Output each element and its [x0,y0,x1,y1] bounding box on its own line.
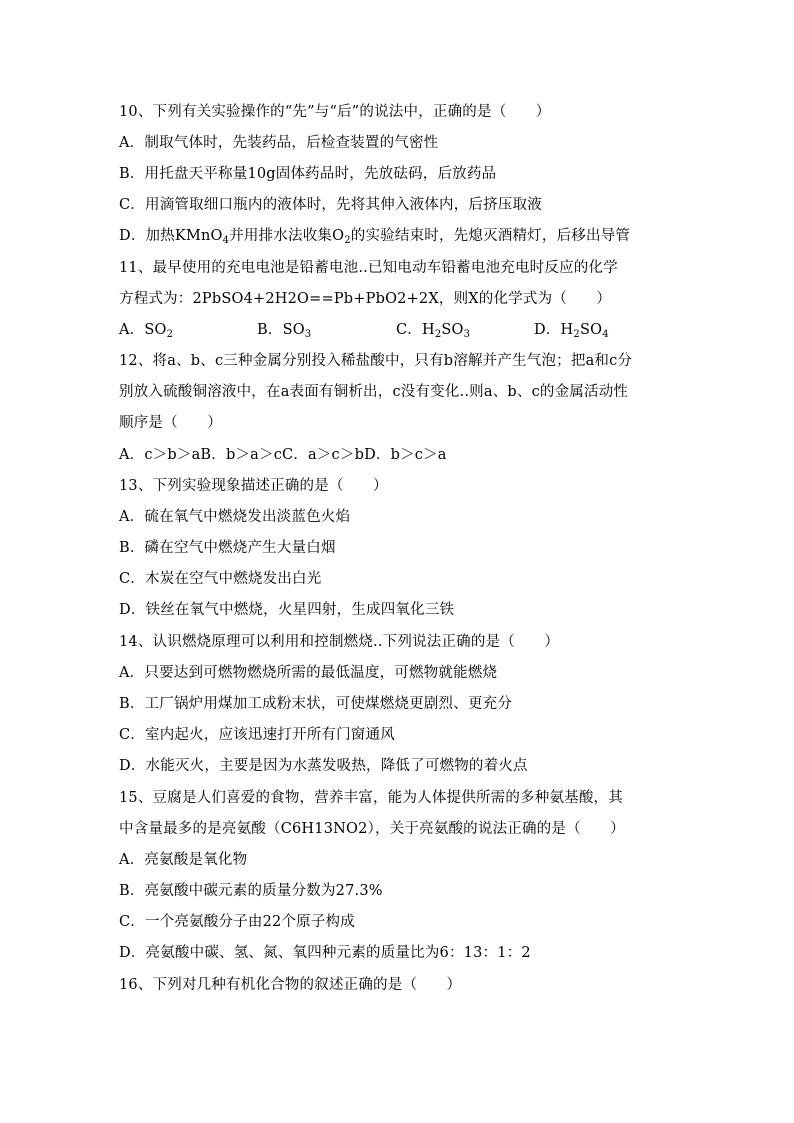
question-15-option-c: C．一个亮氨酸分子由22个原子构成 [119,914,355,930]
question-15-option-a: A．亮氨酸是氧化物 [119,852,248,868]
question-14-option-c: C．室内起火，应该迅速打开所有门窗通风 [119,727,395,743]
question-11-stem-line-2: 方程式为：2PbSO4+2H2O==Pb+PbO2+2X，则X的化学式为（ ） [119,291,612,307]
question-13-option-c: C．木炭在空气中燃烧发出白光 [119,571,322,587]
question-10-stem: 10、下列有关实验操作的“先”与“后”的说法中，正确的是（ ） [119,104,551,120]
question-11-option-b: B．$SO_3$ [257,322,312,340]
question-12-stem-line-2: 别放入硫酸铜溶液中，在a表面有铜析出，c没有变化..则a、b、c的金属活动性 [119,384,629,400]
question-13-stem: 13、下列实验现象描述正确的是（ ） [119,478,388,494]
question-11-option-a: A．$SO_2$ [119,322,174,340]
question-10-option-c: C．用滴管取细口瓶内的液体时，先将其伸入液体内，后挤压取液 [119,197,542,213]
question-14-option-b: B．工厂锅炉用煤加工成粉末状，可使煤燃烧更剧烈、更充分 [119,696,513,712]
question-15-stem-line-1: 15、豆腐是人们喜爱的食物，营养丰富，能为人体提供所需的多种氨基酸，其 [119,790,623,806]
question-12-options: A．c＞b＞aB．b＞a＞cC．a＞c＞bD．b＞c＞a [119,447,447,463]
question-15-option-d: D．亮氨酸中碳、氢、氮、氧四种元素的质量比为6：13：1：2 [119,945,531,961]
question-11-stem-line-1: 11、最早使用的充电电池是铅蓄电池..已知电动车铅蓄电池充电时反应的化学 [119,260,618,276]
question-15-stem-line-2: 中含量最多的是亮氨酸（C6H13NO2），关于亮氨酸的说法正确的是（ ） [119,821,625,837]
question-14-option-d: D．水能灭火，主要是因为水蒸发吸热，降低了可燃物的着火点 [119,758,528,774]
question-13-option-a: A．硫在氧气中燃烧发出淡蓝色火焰 [119,509,351,525]
question-11-options [119,320,679,340]
question-14-stem: 14、认识燃烧原理可以利用和控制燃烧..下列说法正确的是（ ） [119,634,560,650]
question-10-option-a: A．制取气体时，先装药品，后检查装置的气密性 [119,135,439,151]
question-12-stem-line-3: 顺序是（ ） [119,415,222,431]
question-10-option-d: D．加热KMnO$_4$并用排水法收集$O_2$的实验结束时，先熄灭酒精灯，后移出导管 [119,228,631,246]
question-14-option-a: A．只要达到可燃物燃烧所需的最低温度，可燃物就能燃烧 [119,665,498,681]
question-10-option-b: B．用托盘天平称量10g固体药品时，先放砝码，后放药品 [119,166,497,182]
question-13-option-b: B．磷在空气中燃烧产生大量白烟 [119,540,336,556]
question-11-option-c: C．$H_2SO_3$ [396,322,471,340]
question-12-stem-line-1: 12、将a、b、c三种金属分别投入稀盐酸中，只有b溶解并产生气泡；把a和c分 [119,353,633,369]
question-15-option-b: B．亮氨酸中碳元素的质量分数为27.3% [119,883,383,899]
question-11-option-d: D．$H_2SO_4$ [534,322,609,340]
question-16-stem: 16、下列对几种有机化合物的叙述正确的是（ ） [119,977,462,993]
question-13-option-d: D．铁丝在氧气中燃烧，火星四射，生成四氧化三铁 [119,602,455,618]
